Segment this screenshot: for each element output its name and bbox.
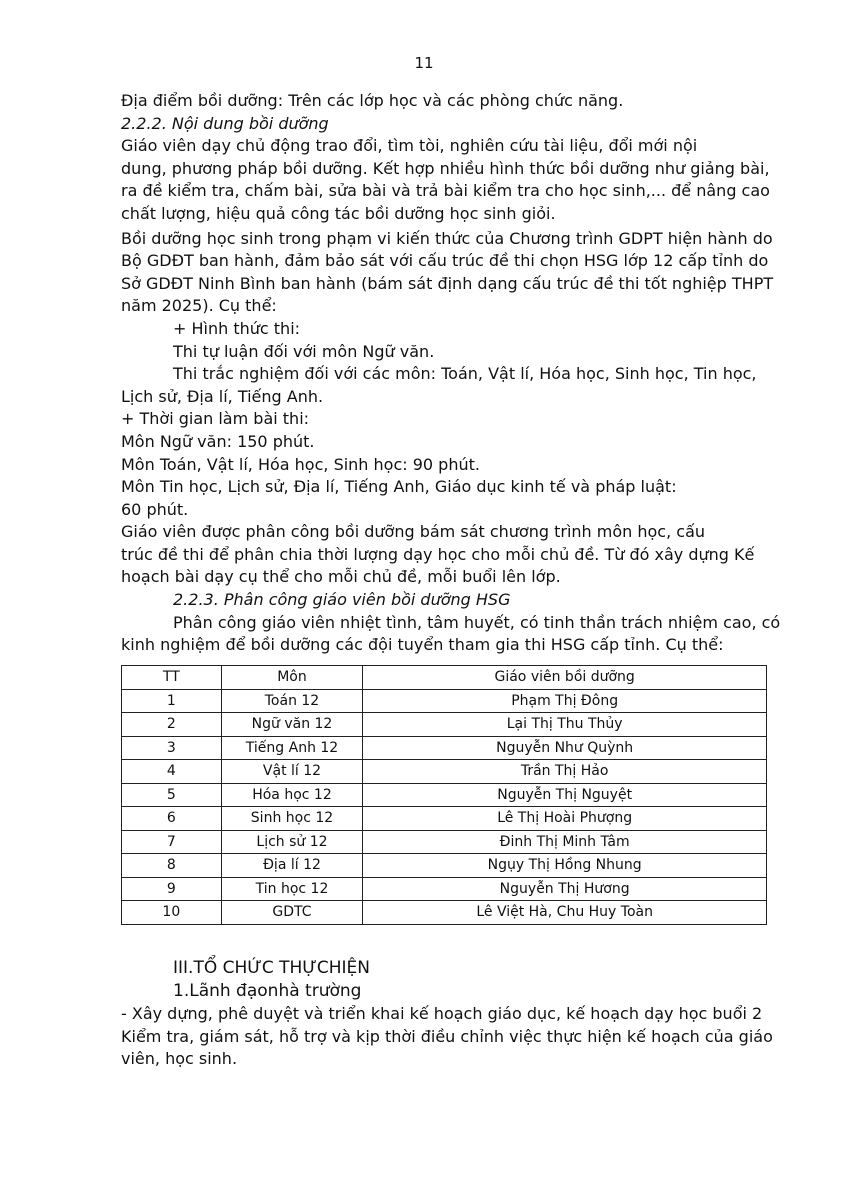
table-row (122, 760, 767, 784)
paragraph-content-line1: Giáo viên dạy chủ động trao đổi, tìm tòi, nghiên cứu tài liệu, đổi mới nội (121, 136, 698, 156)
table-cell: 7 (122, 830, 222, 854)
table-cell: Tiếng Anh 12 (221, 736, 363, 760)
table-cell: Sinh học 12 (221, 807, 363, 831)
table-header-cell: TT (122, 666, 222, 690)
list-time-literature: Môn Ngữ văn: 150 phút. (121, 431, 315, 451)
table-cell: Phạm Thị Đông (363, 689, 767, 713)
section-3-subheading: 1.Lãnh đạonhà trường (173, 981, 362, 1001)
table-cell: Trần Thị Hảo (363, 760, 767, 784)
table-cell: Lại Thị Thu Thủy (363, 713, 767, 737)
paragraph-teachers-rest: trúc đề thi để phân chia thời lượng dạy học cho mỗi chủ đề. Từ đó xây dựng Kế hoạch bài dạy cụ thể cho mỗi chủ đề, mỗi buổi lên lớp. (121, 544, 755, 587)
list-essay: Thi tự luận đối với môn Ngữ văn. (173, 341, 435, 361)
list-time-sciences: Môn Toán, Vật lí, Hóa học, Sinh học: 90 phút. (121, 454, 480, 474)
table-row (122, 689, 767, 713)
table-cell: 6 (122, 807, 222, 831)
table-cell: 5 (122, 783, 222, 807)
table-row (122, 783, 767, 807)
table-cell: Hóa học 12 (221, 783, 363, 807)
table-cell: Nguyễn Thị Nguyệt (363, 783, 767, 807)
page-number: 11 (414, 54, 434, 72)
table-cell: Lê Thị Hoài Phượng (363, 807, 767, 831)
table-cell: Lịch sử 12 (221, 830, 363, 854)
table-cell: 9 (122, 877, 222, 901)
list-time-others-value: 60 phút. (121, 499, 189, 519)
table-row (122, 736, 767, 760)
list-exam-time: + Thời gian làm bài thi: (121, 409, 310, 429)
list-multiple-choice-cont: Lịch sử, Địa lí, Tiếng Anh. (121, 386, 324, 406)
section-3-title: III.TỔ CHỨC THỰCHIỆN (173, 958, 371, 978)
table-cell: Nguyễn Thị Hương (363, 877, 767, 901)
list-exam-format: + Hình thức thi: (173, 318, 301, 338)
document-body (121, 90, 789, 657)
table-row (122, 830, 767, 854)
table-header-cell: Giáo viên bồi dưỡng (363, 666, 767, 690)
teacher-assignment-table (121, 665, 767, 925)
heading-2-2-3: 2.2.3. Phân công giáo viên bồi dưỡng HSG (173, 590, 511, 610)
table-row (122, 901, 767, 925)
paragraph-assignment: Phân công giáo viên nhiệt tình, tâm huyết, có tinh thần trách nhiệm cao, có kinh nghiệm để bồi dưỡng các đội tuyển tham gia thi HSG cấp tỉnh. Cụ thể: (121, 612, 781, 655)
table-header-cell: Môn (221, 666, 363, 690)
table-cell: Đinh Thị Minh Tâm (363, 830, 767, 854)
table-cell: 8 (122, 854, 222, 878)
paragraph-teachers-line1: Giáo viên được phân công bồi dưỡng bám sát chương trình môn học, cấu (121, 522, 706, 542)
table-row (122, 713, 767, 737)
table-row (122, 807, 767, 831)
table-cell: 3 (122, 736, 222, 760)
section-3 (121, 957, 789, 1071)
paragraph-location: Địa điểm bồi dưỡng: Trên các lớp học và các phòng chức năng. (121, 91, 624, 110)
table-cell: Ngụy Thị Hồng Nhung (363, 854, 767, 878)
heading-2-2-2: 2.2.2. Nội dung bồi dưỡng (121, 113, 329, 133)
table-cell: Ngữ văn 12 (221, 713, 363, 737)
table-cell: Lê Việt Hà, Chu Huy Toàn (363, 901, 767, 925)
paragraph-scope: Bồi dưỡng học sinh trong phạm vi kiến thức của Chương trình GDPT hiện hành do Bộ GDĐT ban hành, đảm bảo sát với cấu trúc đề thi chọn HSG lớp 12 cấp tỉnh do Sở GDĐT Ninh Bình ban hành (bám sát định dạng cấu trúc đề thi tốt nghiệp THPT năm 2025). Cụ thể: (121, 228, 774, 316)
table-header-row (122, 666, 767, 690)
table-cell: 1 (122, 689, 222, 713)
section-3-bullet-1: - Xây dựng, phê duyệt và triển khai kế hoạch giáo dục, kế hoạch dạy học buổi 2 (121, 1004, 763, 1023)
table-cell: Tin học 12 (221, 877, 363, 901)
paragraph-content-rest: dung, phương pháp bồi dưỡng. Kết hợp nhiều hình thức bồi dưỡng như giảng bài, ra đề kiểm tra, chấm bài, sửa bài và trả bài kiểm tra cho học sinh,... để nâng cao chất lượng, hiệu quả công tác bồi dưỡng học sinh giỏi. (121, 158, 770, 223)
table-cell: Nguyễn Như Quỳnh (363, 736, 767, 760)
list-time-others: Môn Tin học, Lịch sử, Địa lí, Tiếng Anh, Giáo dục kinh tế và pháp luật: (121, 477, 677, 497)
table-cell: Toán 12 (221, 689, 363, 713)
section-3-bullet-2: Kiểm tra, giám sát, hỗ trợ và kịp thời điều chỉnh việc thực hiện kế hoạch của giáo viên, học sinh. (121, 1026, 773, 1069)
table-cell: 10 (122, 901, 222, 925)
table-cell: GDTC (221, 901, 363, 925)
table-cell: 4 (122, 760, 222, 784)
table-cell: Vật lí 12 (221, 760, 363, 784)
table-cell: Địa lí 12 (221, 854, 363, 878)
table-row (122, 854, 767, 878)
table-row (122, 877, 767, 901)
table-cell: 2 (122, 713, 222, 737)
list-multiple-choice: Thi trắc nghiệm đối với các môn: Toán, Vật lí, Hóa học, Sinh học, Tin học, (173, 364, 757, 384)
